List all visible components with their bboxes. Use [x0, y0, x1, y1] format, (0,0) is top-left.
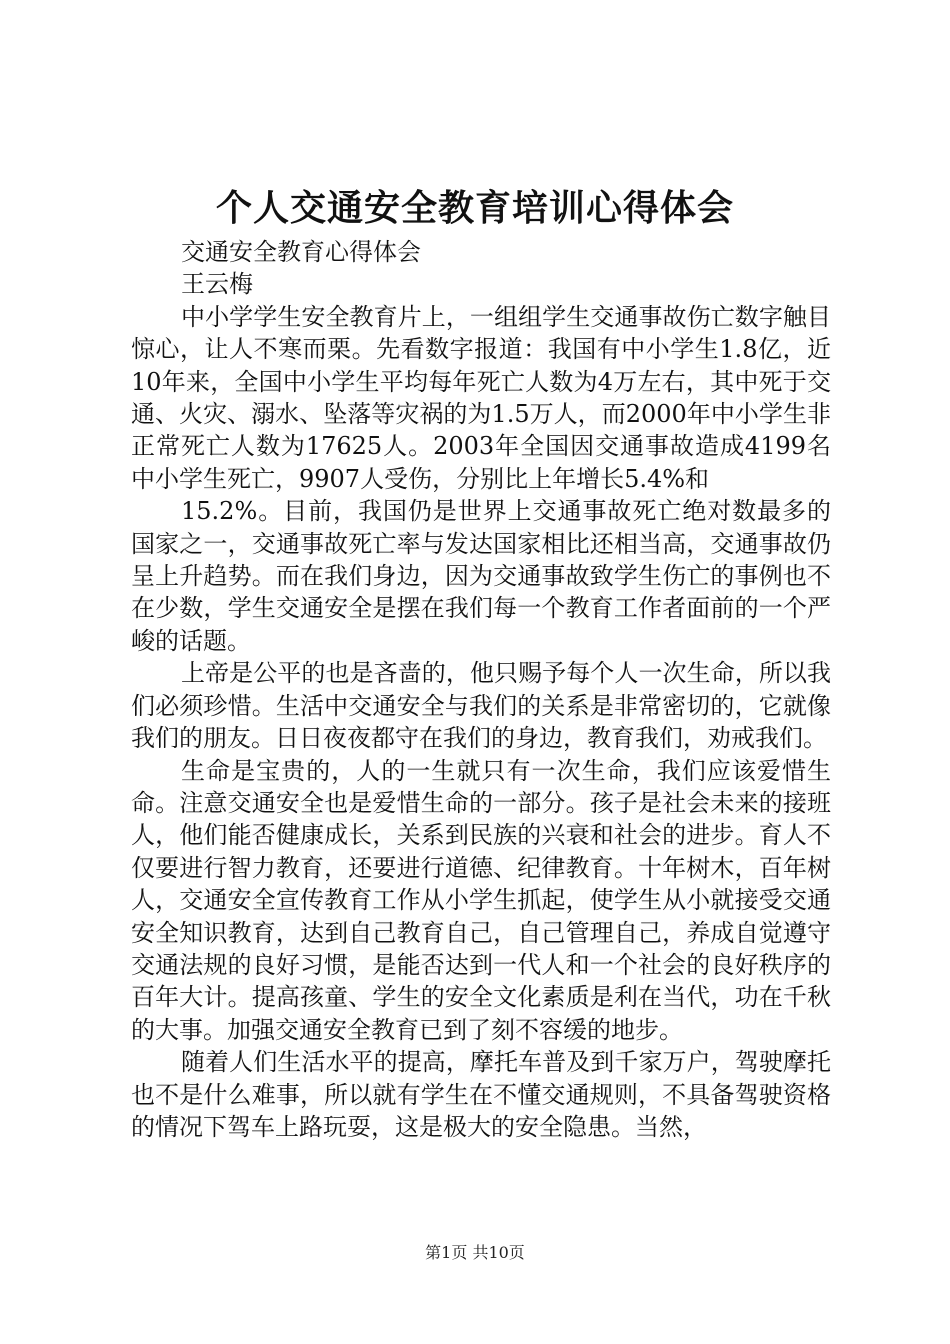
page-number-footer: 第1页 共10页 [425, 1243, 525, 1262]
subtitle-paragraph: 交通安全教育心得体会 [181, 238, 421, 266]
body-paragraph: 生命是宝贵的，人的一生就只有一次生命，我们应该爱惜生命。注意交通安全也是爱惜生命的一部分。孩子是社会未来的接班人，他们能否健康成长，关系到民族的兴衰和社会的进步。育人不仅要进行智力教育，还要进行道德、纪律教育。十年树木，百年树人，交通安全宣传教育工作从小学生抓起，使学生从小就接受交通安全知识教育，达到自己教育自己，自己管理自己，养成自觉遵守交通法规的良好习惯，是能否达到一代人和一个社会的良好秩序的百年大计。提高孩童、学生的安全文化素质是利在当代，功在千秋的大事。加强交通安全教育已到了刻不容缓的地步。 [131, 756, 831, 1044]
body-paragraph: 上帝是公平的也是吝啬的，他只赐予每个人一次生命，所以我们必须珍惜。生活中交通安全与我们的关系是非常密切的，它就像我们的朋友。日日夜夜都守在我们的身边，教育我们，劝戒我们。 [131, 659, 831, 753]
document-body [131, 236, 831, 1143]
body-paragraph: 中小学学生安全教育片上，一组组学生交通事故伤亡数字触目惊心，让人不寒而栗。先看数字报道：我国有中小学生1.8亿，近10年来，全国中小学生平均每年死亡人数为4万左右，其中死于交通、火灾、溺水、坠落等灾祸的为1.5万人，而2000年中小学生非正常死亡人数为17625人。2003年全国因交通事故造成4199名中小学生死亡，9907人受伤，分别比上年增长5.4%和 [131, 302, 831, 493]
document-title: 个人交通安全教育培训心得体会 [215, 187, 734, 229]
author-paragraph: 王云梅 [181, 270, 253, 299]
body-paragraph: 随着人们生活水平的提高，摩托车普及到千家万户，驾驶摩托也不是什么难事，所以就有学生在不懂交通规则，不具备驾驶资格的情况下驾车上路玩耍，这是极大的安全隐患。当然， [131, 1048, 831, 1141]
body-paragraph: 15.2%。目前，我国仍是世界上交通事故死亡绝对数最多的国家之一，交通事故死亡率与发达国家相比还相当高，交通事故仍呈上升趋势。而在我们身边，因为交通事故致学生伤亡的事例也不在少数，学生交通安全是摆在我们每一个教育工作者面前的一个严峻的话题。 [131, 497, 831, 655]
